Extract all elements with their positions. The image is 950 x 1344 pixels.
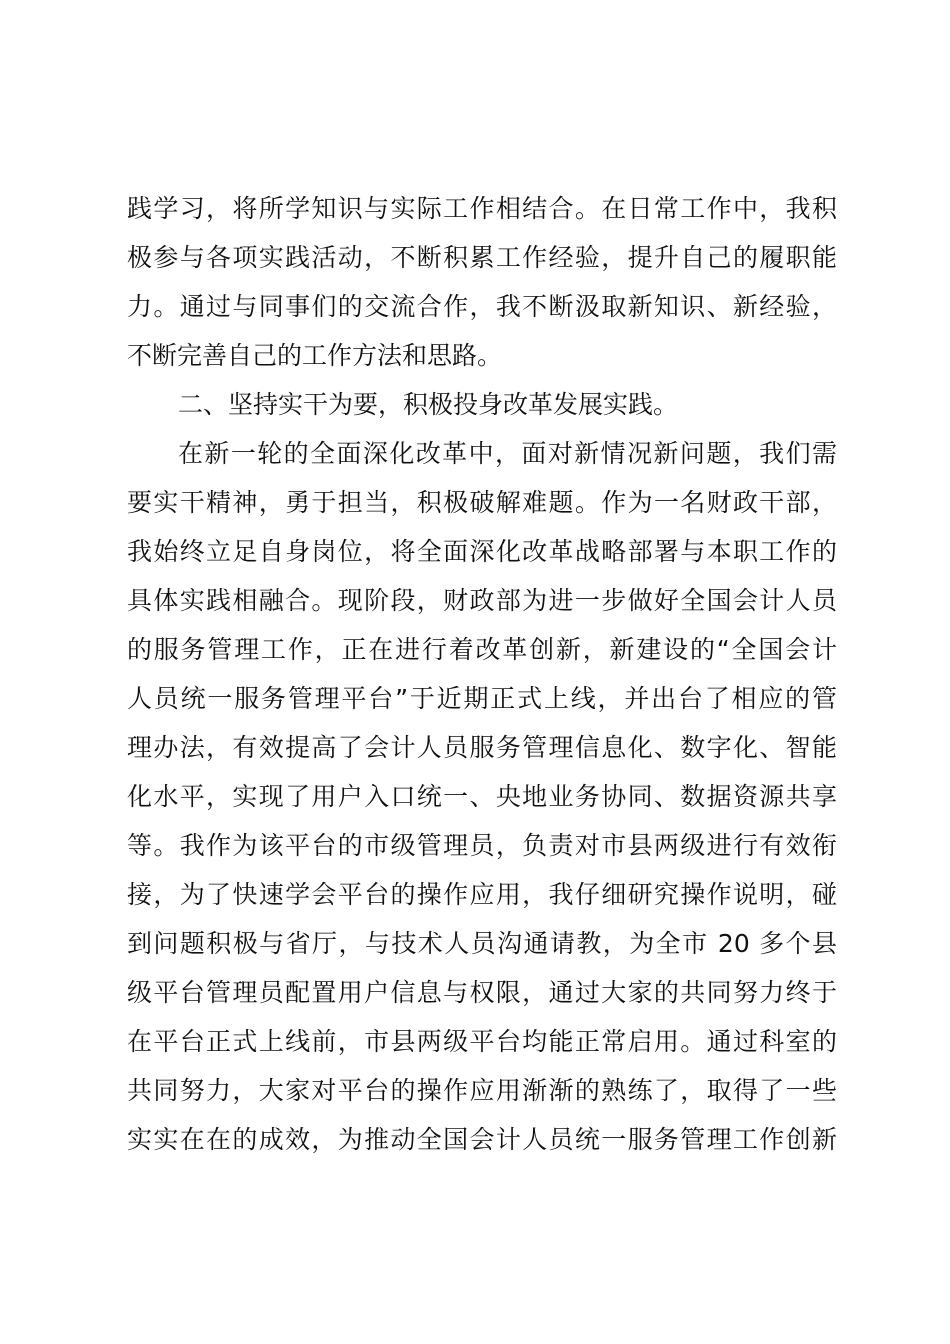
text-line: 理办法，有效提高了会计人员服务管理信息化、数字化、智能 bbox=[127, 733, 837, 762]
document-body bbox=[127, 184, 837, 1164]
text-line: 接，为了快速学会平台的操作应用，我仔细研究操作说明，碰 bbox=[127, 880, 837, 909]
paragraph-continued bbox=[127, 184, 837, 380]
paragraph bbox=[127, 429, 837, 1164]
text-line: 实实在在的成效，为推动全国会计人员统一服务管理工作创新 bbox=[127, 1125, 837, 1154]
text-line: 极参与各项实践活动，不断积累工作经验，提升自己的履职能 bbox=[127, 243, 837, 272]
text-line: 等。我作为该平台的市级管理员，负责对市县两级进行有效衔 bbox=[127, 831, 837, 860]
text-line: 不断完善自己的工作方法和思路。 bbox=[127, 341, 503, 370]
text-line: 化水平，实现了用户入口统一、央地业务协同、数据资源共享 bbox=[127, 782, 837, 811]
text-line: 共同努力，大家对平台的操作应用渐渐的熟练了，取得了一些 bbox=[127, 1076, 837, 1105]
text-line: 的服务管理工作，正在进行着改革创新，新建设的“全国会计 bbox=[127, 635, 837, 664]
text-line: 力。通过与同事们的交流合作，我不断汲取新知识、新经验， bbox=[127, 292, 837, 321]
text-line: 我始终立足自身岗位，将全面深化改革战略部署与本职工作的 bbox=[127, 537, 837, 566]
section-heading: 二、坚持实干为要，积极投身改革发展实践。 bbox=[178, 390, 679, 419]
text-line: 在平台正式上线前，市县两级平台均能正常启用。通过科室的 bbox=[127, 1027, 837, 1056]
text-line: 到问题积极与省厅，与技术人员沟通请教，为全市 20 多个县 bbox=[127, 929, 837, 958]
text-line: 要实干精神，勇于担当，积极破解难题。作为一名财政干部， bbox=[127, 488, 837, 517]
text-line: 级平台管理员配置用户信息与权限，通过大家的共同努力终于 bbox=[127, 978, 837, 1007]
text-line: 在新一轮的全面深化改革中，面对新情况新问题，我们需 bbox=[178, 439, 837, 468]
text-line: 具体实践相融合。现阶段，财政部为进一步做好全国会计人员 bbox=[127, 586, 837, 615]
text-line: 人员统一服务管理平台”于近期正式上线，并出台了相应的管 bbox=[127, 684, 837, 713]
text-line: 践学习，将所学知识与实际工作相结合。在日常工作中，我积 bbox=[127, 194, 837, 223]
